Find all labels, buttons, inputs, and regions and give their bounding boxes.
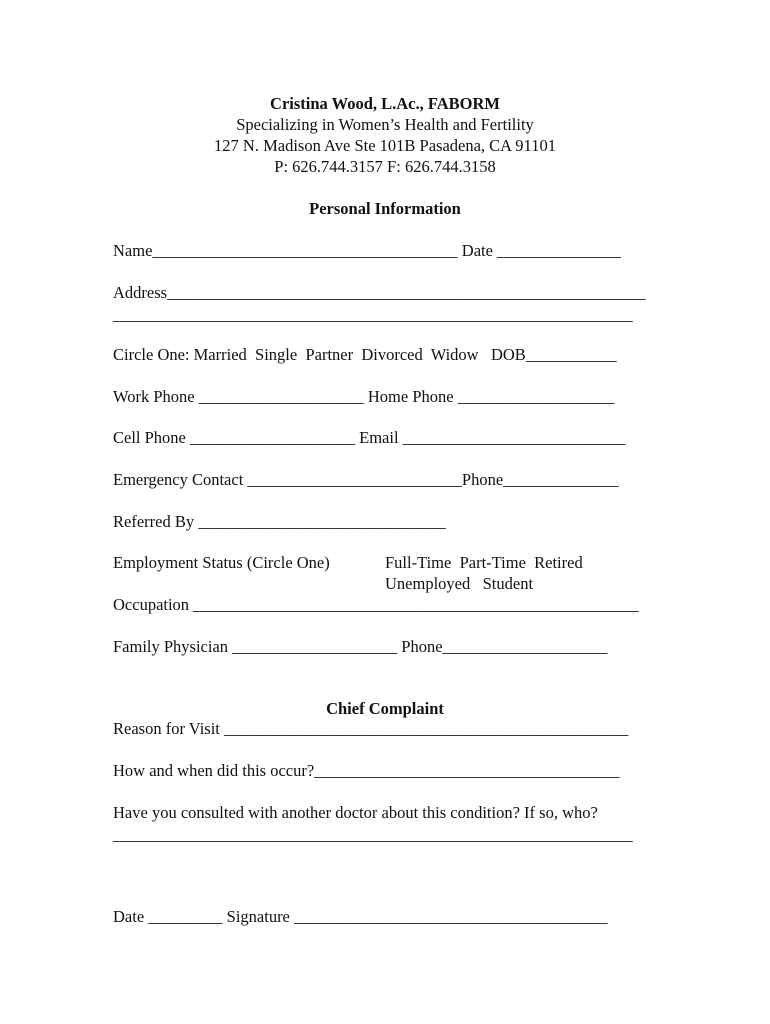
address-field-line-2[interactable]: _______________________________________________________________ <box>113 305 633 324</box>
clinic-phones: P: 626.744.3157 F: 626.744.3158 <box>274 157 496 176</box>
emergency-contact-field[interactable]: Emergency Contact __________________________Phone______________ <box>113 470 619 489</box>
cell-email-field[interactable]: Cell Phone ____________________ Email ___________________________ <box>113 428 626 447</box>
specialty-line: Specializing in Women’s Health and Fertility <box>236 115 534 134</box>
chief-complaint-heading: Chief Complaint <box>326 699 444 718</box>
employment-options-2[interactable]: Unemployed Student <box>385 574 534 593</box>
personal-info-heading: Personal Information <box>309 199 461 218</box>
name-date-field[interactable]: Name_____________________________________ Date _______________ <box>113 241 621 260</box>
date-signature-field[interactable]: Date _________ Signature ______________________________________ <box>113 907 608 926</box>
occupation-field[interactable]: Occupation ______________________________________________________ <box>113 595 639 614</box>
address-field[interactable]: Address__________________________________________________________ <box>113 283 646 302</box>
employment-status-label: Employment Status (Circle One) <box>113 553 330 572</box>
work-home-phone-field[interactable]: Work Phone ____________________ Home Phone ___________________ <box>113 387 615 406</box>
practitioner-name: Cristina Wood, L.Ac., FABORM <box>270 94 500 113</box>
clinic-address: 127 N. Madison Ave Ste 101B Pasadena, CA 91101 <box>214 136 556 155</box>
how-when-field[interactable]: How and when did this occur?_____________________________________ <box>113 761 620 780</box>
reason-for-visit-field[interactable]: Reason for Visit _________________________________________________ <box>113 719 629 738</box>
consulted-doctor-field[interactable]: _______________________________________________________________ <box>113 825 633 844</box>
consulted-doctor-question: Have you consulted with another doctor about this condition? If so, who? <box>113 803 598 822</box>
referred-by-field[interactable]: Referred By ______________________________ <box>113 512 446 531</box>
marital-status-dob-field[interactable]: Circle One: Married Single Partner Divorced Widow DOB___________ <box>113 345 617 364</box>
family-physician-field[interactable]: Family Physician ____________________ Phone____________________ <box>113 637 608 656</box>
employment-options[interactable]: Full-Time Part-Time Retired <box>385 553 583 572</box>
